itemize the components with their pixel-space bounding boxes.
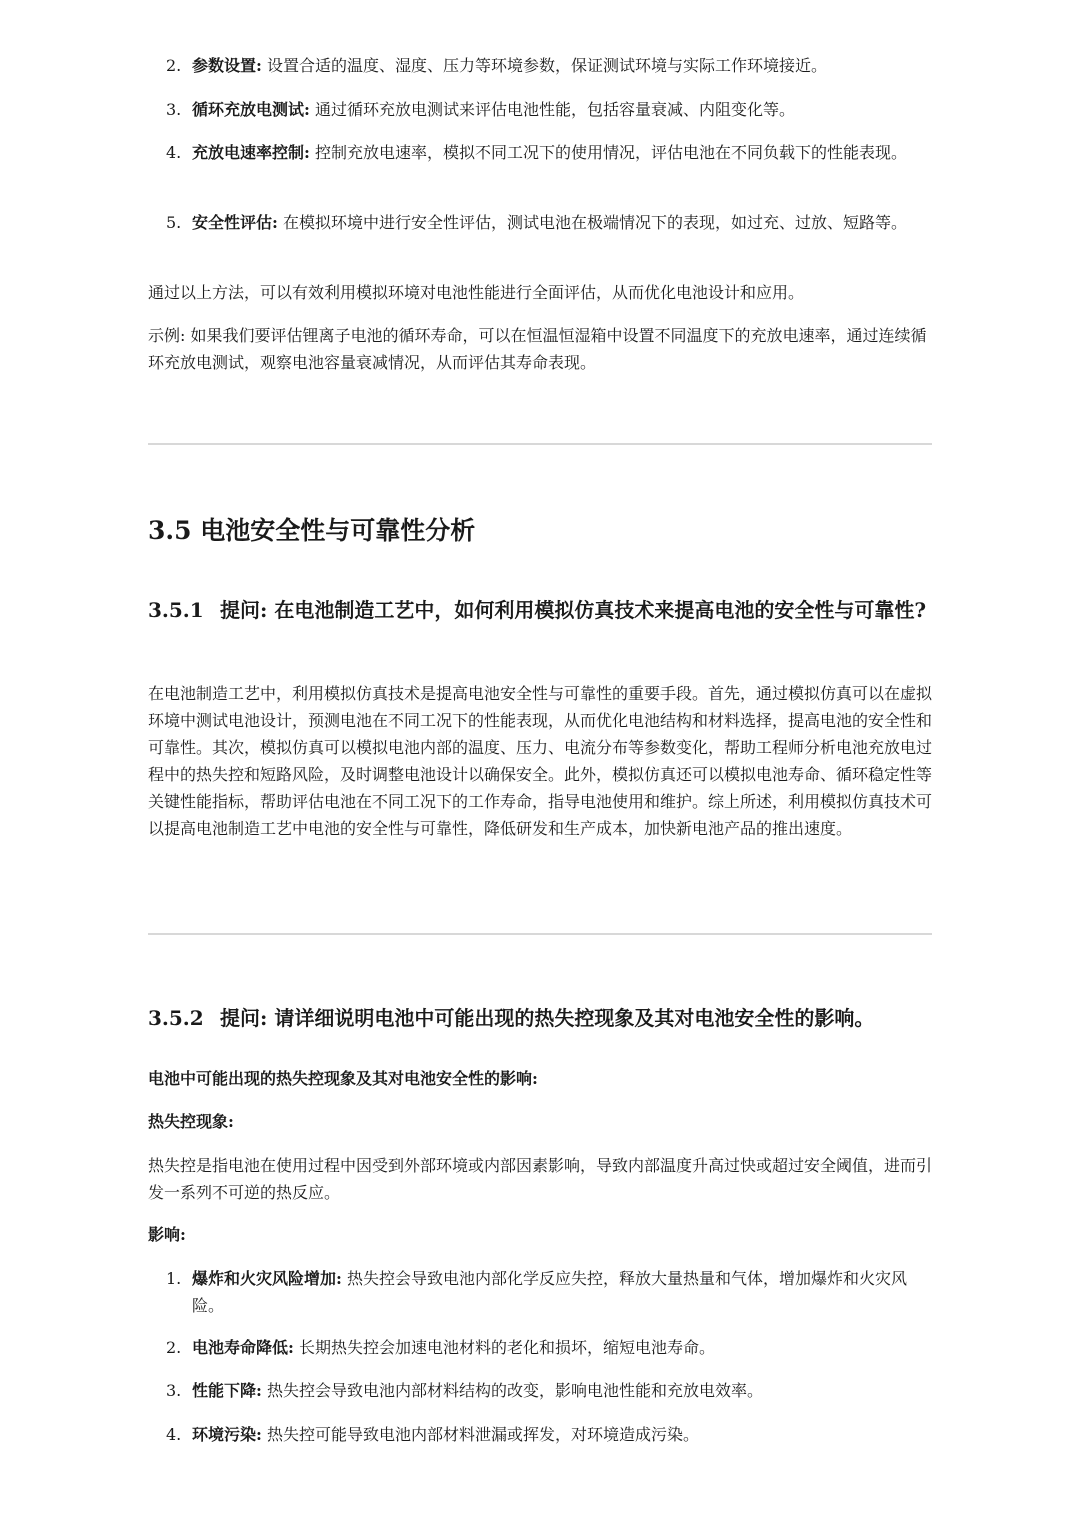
summary-paragraph: 通过以上方法，可以有效利用模拟环境对电池性能进行全面评估，从而优化电池设计和应用。	[148, 283, 805, 302]
list-item-title: 安全性评估:	[192, 213, 278, 232]
list-item-title: 循环充放电测试:	[192, 100, 310, 119]
list-number: 5.	[166, 213, 182, 232]
list-item-text: 热失控会导致电池内部材料结构的改变，影响电池性能和充放电效率。	[261, 1381, 764, 1400]
list-item-text: 长期热失控会加速电池材料的老化和损坏，缩短电池寿命。	[293, 1338, 716, 1357]
list-item-title: 充放电速率控制:	[192, 143, 310, 162]
list-item-text: 热失控会导致电池内部化学反应失控，释放大量热量和气体，增加爆炸和火灾风险。	[192, 1269, 908, 1315]
divider	[148, 933, 932, 935]
list-item-title: 爆炸和火灾风险增加:	[192, 1269, 342, 1288]
list-item	[166, 1265, 932, 1319]
section-heading: 3.5 电池安全性与可靠性分析	[148, 516, 476, 545]
phenomenon-paragraph: 热失控是指电池在使用过程中因受到外部环境或内部因素影响，导致内部温度升高过快或超过安全阈值，进而引发一系列不可逆的热反应。	[148, 1156, 933, 1202]
list-item	[166, 139, 932, 166]
list-item	[166, 1377, 932, 1404]
list-number: 2.	[166, 1338, 182, 1357]
list-item	[166, 1421, 932, 1448]
question-title-text: 提问: 在电池制造工艺中，如何利用模拟仿真技术来提高电池的安全性与可靠性?	[220, 598, 927, 622]
divider	[148, 443, 932, 445]
list-item	[166, 52, 932, 79]
question-title: 提问: 请详细说明电池中可能出现的热失控现象及其对电池安全性的影响。	[220, 1006, 875, 1030]
list-number: 3.	[166, 100, 182, 119]
list-number: 4.	[166, 143, 182, 162]
question-heading	[148, 1004, 938, 1032]
list-number: 2.	[166, 56, 182, 75]
answer-paragraph: 在电池制造工艺中，利用模拟仿真技术是提高电池安全性与可靠性的重要手段。首先，通过模拟仿真可以在虚拟环境中测试电池设计，预测电池在不同工况下的性能表现，从而优化电池结构和材料选择，提高电池的安全性和可靠性。其次，模拟仿真可以模拟电池内部的温度、压力、电流分布等参数变化，帮助工程师分析电池充放电过程中的热失控和短路风险，及时调整电池设计以确保安全。此外，模拟仿真还可以模拟电池寿命、循环稳定性等关键性能指标，帮助评估电池在不同工况下的工作寿命，指导电池使用和维护。综上所述，利用模拟仿真技术可以提高电池制造工艺中电池的安全性与可靠性，降低研发和生产成本，加快新电池产品的推出速度。	[148, 684, 933, 838]
list-item-text: 通过循环充放电测试来评估电池性能，包括容量衰减、内阻变化等。	[309, 100, 796, 119]
list-item-title: 环境污染:	[192, 1425, 262, 1444]
phenomenon-label: 热失控现象:	[148, 1112, 234, 1131]
list-item	[166, 1334, 932, 1361]
impact-label: 影响:	[148, 1225, 186, 1244]
list-item	[166, 96, 932, 123]
list-item	[166, 209, 932, 236]
list-item-title: 性能下降:	[192, 1381, 262, 1400]
question-number: 3.5.1	[148, 598, 204, 622]
list-item-text: 控制充放电速率，模拟不同工况下的使用情况，评估电池在不同负载下的性能表现。	[309, 143, 908, 162]
list-item-title: 参数设置:	[192, 56, 262, 75]
list-item-text: 设置合适的温度、湿度、压力等环境参数，保证测试环境与实际工作环境接近。	[261, 56, 828, 75]
list-number: 4.	[166, 1425, 182, 1444]
intro-label: 电池中可能出现的热失控现象及其对电池安全性的影响:	[148, 1069, 538, 1088]
list-number: 1.	[166, 1269, 182, 1288]
list-item-title: 电池寿命降低:	[192, 1338, 294, 1357]
list-number: 3.	[166, 1381, 182, 1400]
list-item-text: 热失控可能导致电池内部材料泄漏或挥发，对环境造成污染。	[261, 1425, 700, 1444]
list-item-text: 在模拟环境中进行安全性评估，测试电池在极端情况下的表现，如过充、过放、短路等。	[277, 213, 908, 232]
example-paragraph: 示例: 如果我们要评估锂离子电池的循环寿命，可以在恒温恒湿箱中设置不同温度下的充放电速率，通过连续循环充放电测试，观察电池容量衰减情况，从而评估其寿命表现。	[148, 326, 927, 372]
question-heading	[148, 596, 938, 624]
question-number: 3.5.2	[148, 1006, 204, 1030]
question-title	[148, 596, 938, 624]
